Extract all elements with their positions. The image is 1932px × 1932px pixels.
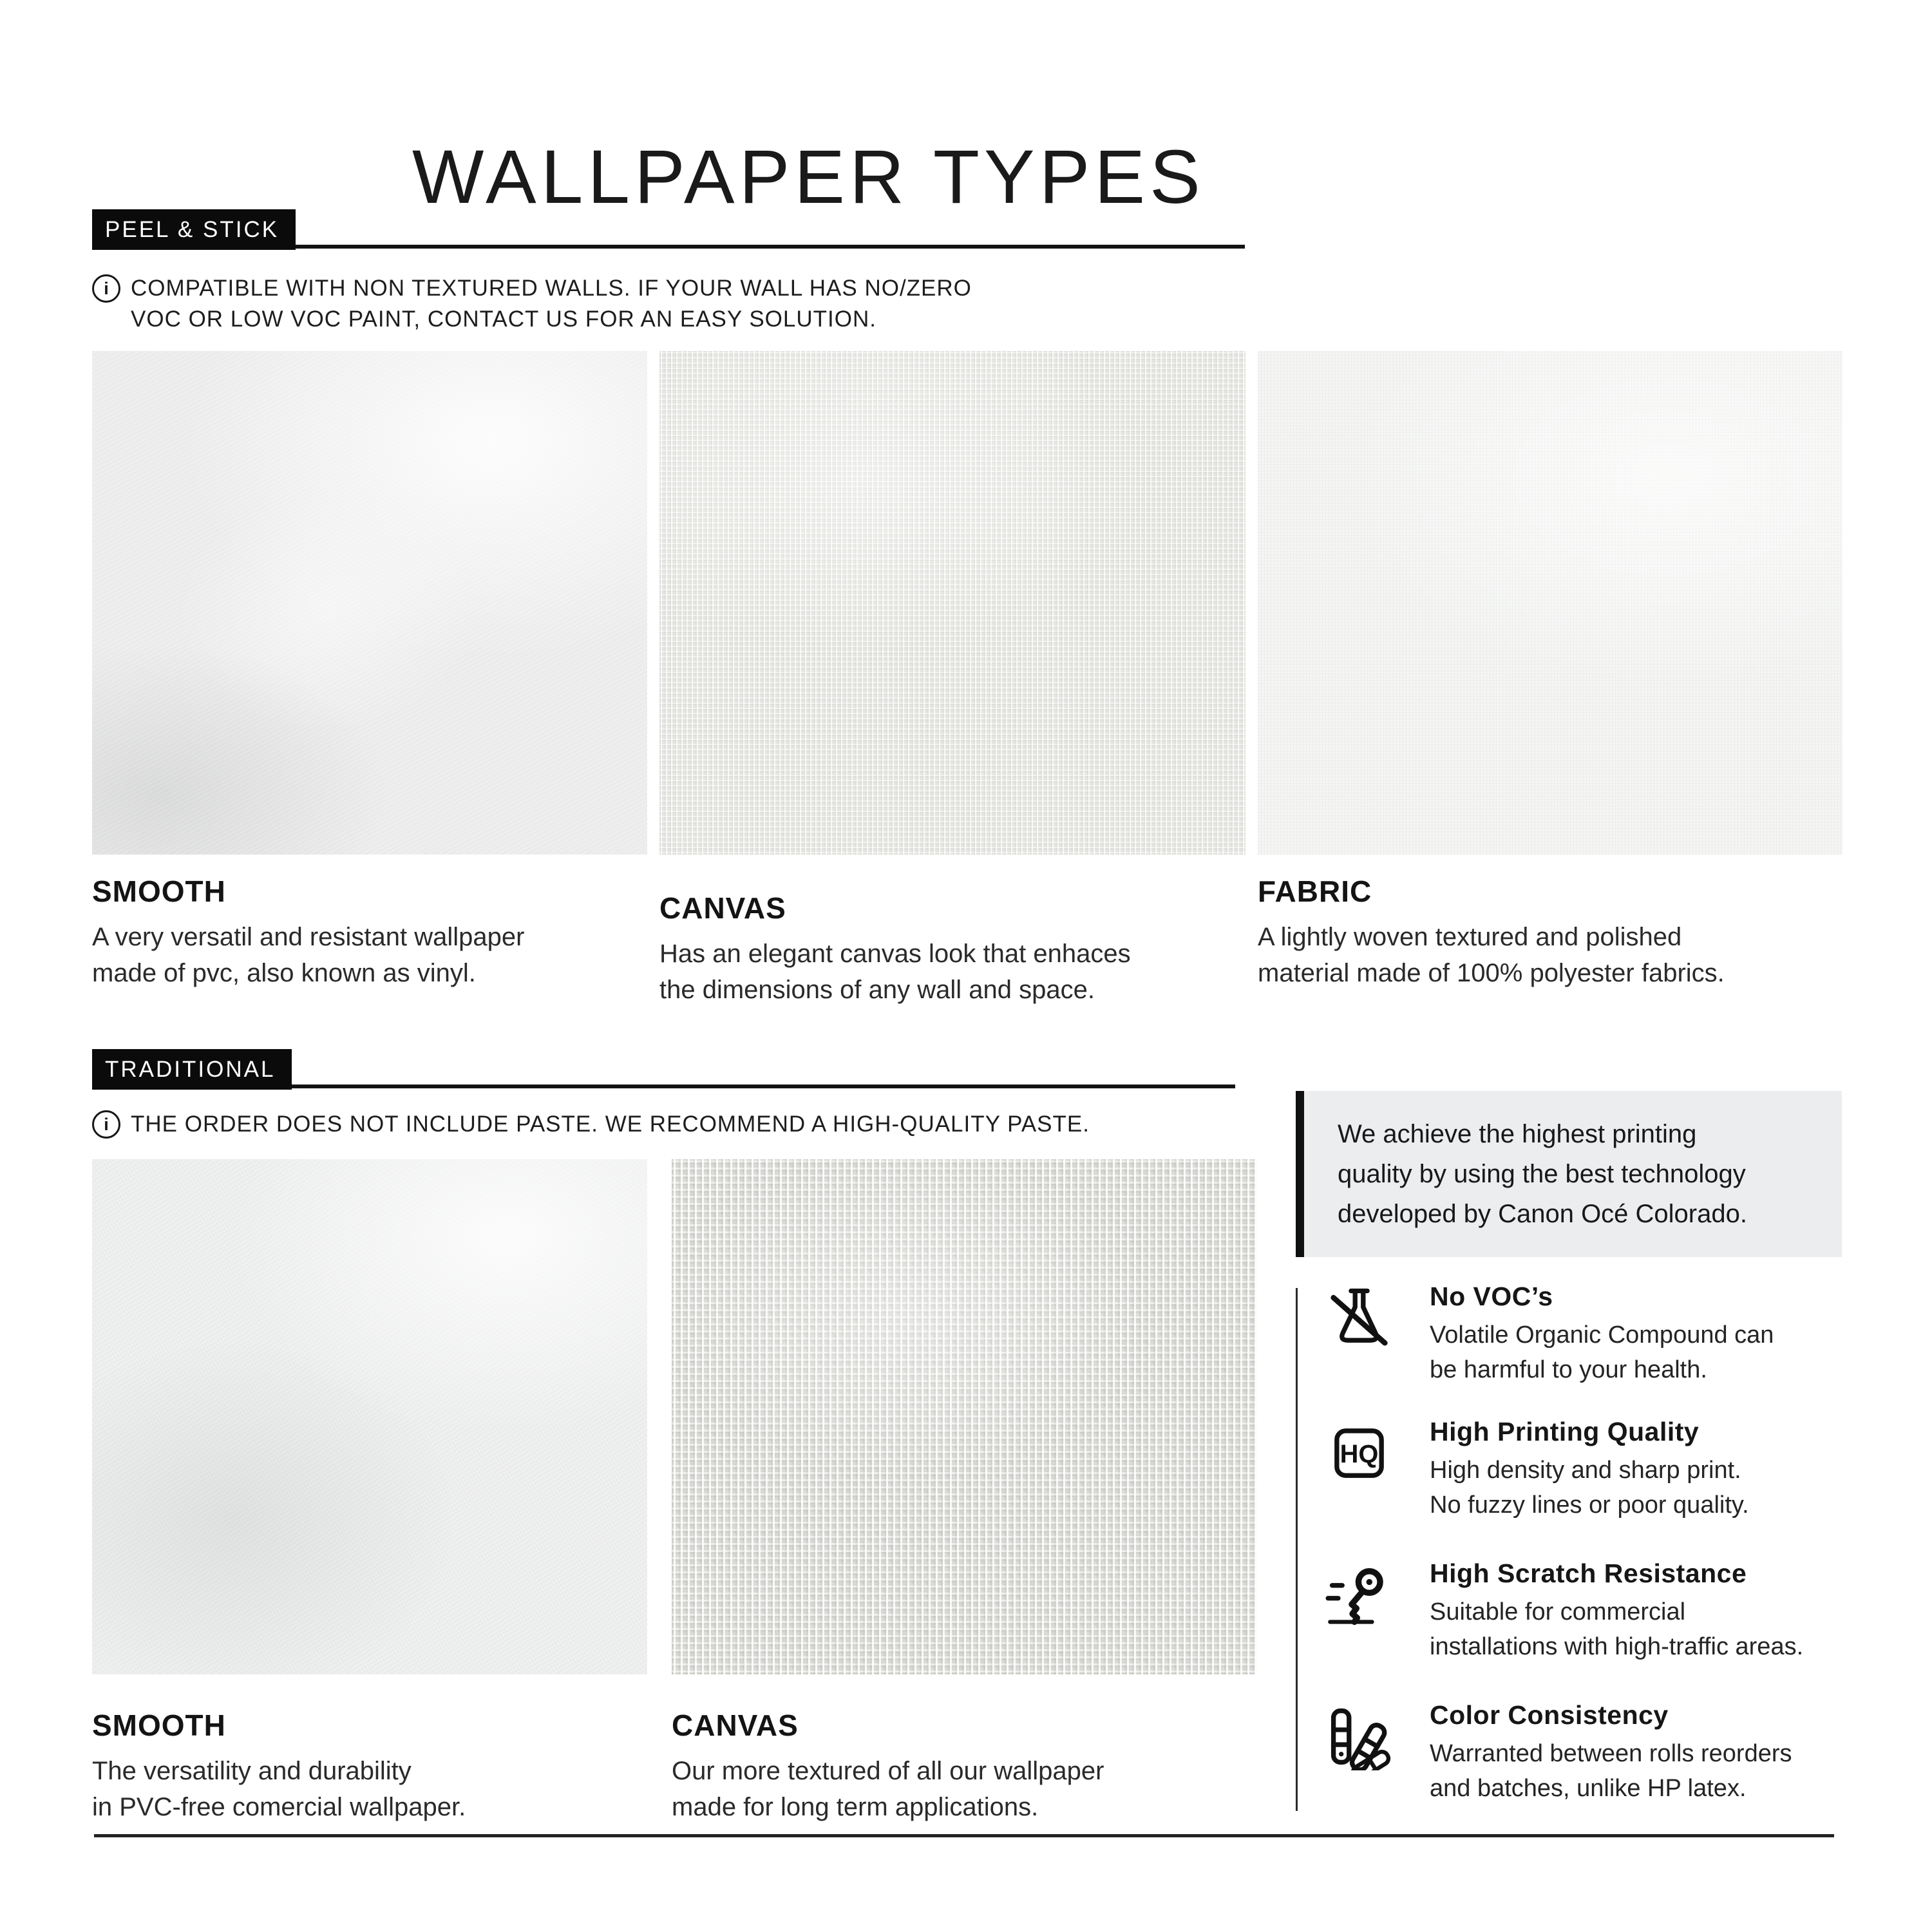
features-list <box>1325 1279 1918 1833</box>
section-header-traditional <box>92 1048 1235 1088</box>
printing-quality-callout <box>1296 1091 1842 1257</box>
no-voc-flask-icon <box>1325 1284 1396 1355</box>
feature-title: Color Consistency <box>1430 1700 1669 1730</box>
feature-high-scratch-resistance <box>1325 1558 1803 1665</box>
info-icon: i <box>92 274 120 303</box>
feature-title: High Scratch Resistance <box>1430 1558 1747 1588</box>
swatch-card-canvas-traditional <box>672 1159 1256 1825</box>
info-icon: i <box>92 1110 120 1139</box>
page-title: WALLPAPER TYPES <box>412 135 1205 220</box>
swatch-card-smooth <box>92 351 647 1008</box>
desc-line: be harmful to your health. <box>1430 1356 1707 1383</box>
desc-line: High density and sharp print. <box>1430 1457 1741 1484</box>
hq-badge-icon <box>1325 1419 1396 1490</box>
peel-stick-note <box>92 273 1058 336</box>
swatch-card-fabric <box>1258 351 1842 1008</box>
feature-title: High Printing Quality <box>1430 1417 1700 1446</box>
swatch-name: SMOOTH <box>92 1709 226 1742</box>
desc-line: No fuzzy lines or poor quality. <box>1430 1491 1749 1519</box>
peel-stick-swatch-row <box>92 351 1842 1008</box>
key-scratch-icon <box>1325 1561 1396 1632</box>
swatch-description <box>1258 919 1842 991</box>
swatch-name: SMOOTH <box>92 875 226 908</box>
swatch-name: FABRIC <box>1258 875 1372 908</box>
swatch-card-canvas <box>659 351 1245 1008</box>
traditional-note <box>92 1109 1290 1140</box>
bottom-divider-rule <box>94 1834 1834 1837</box>
feature-description <box>1430 1318 1774 1388</box>
desc-line: Has an elegant canvas look that enhaces <box>659 940 1131 968</box>
desc-line: the dimensions of any wall and space. <box>659 976 1095 1004</box>
swatch-name: CANVAS <box>672 1709 799 1742</box>
feature-body <box>1430 1417 1749 1523</box>
desc-line: in PVC-free comercial wallpaper. <box>92 1793 466 1821</box>
swatch-description <box>672 1753 1256 1825</box>
desc-line: made for long term applications. <box>672 1793 1039 1821</box>
section-label-traditional: TRADITIONAL <box>92 1049 292 1090</box>
feature-description <box>1430 1737 1792 1806</box>
note-line: COMPATIBLE WITH NON TEXTURED WALLS. IF YOUR WALL HAS NO/ZERO <box>131 276 972 301</box>
callout-line: developed by Canon Océ Colorado. <box>1338 1200 1747 1228</box>
swatch-card-smooth-traditional <box>92 1159 647 1825</box>
callout-text <box>1338 1114 1747 1234</box>
feature-color-consistency <box>1325 1700 1792 1806</box>
feature-high-printing-quality <box>1325 1417 1749 1523</box>
peel-stick-note-text <box>131 273 972 336</box>
callout-line: We achieve the highest printing <box>1338 1120 1697 1148</box>
desc-line: The versatility and durability <box>92 1757 412 1785</box>
desc-line: and batches, unlike HP latex. <box>1430 1774 1747 1802</box>
hq-badge-text: HQ <box>1340 1440 1379 1469</box>
desc-line: Our more textured of all our wallpaper <box>672 1757 1104 1785</box>
swatch-name: CANVAS <box>659 891 786 925</box>
feature-title: No VOC’s <box>1430 1282 1553 1311</box>
swatch-image-smooth-traditional <box>92 1159 647 1674</box>
feature-description <box>1430 1454 1749 1523</box>
swatch-image-canvas-traditional <box>672 1159 1256 1674</box>
feature-description <box>1430 1595 1803 1665</box>
swatch-image-fabric <box>1258 351 1842 855</box>
swatch-image-canvas <box>659 351 1245 855</box>
feature-no-voc <box>1325 1282 1774 1388</box>
desc-line: A lightly woven textured and polished <box>1258 923 1682 951</box>
desc-line: A very versatil and resistant wallpaper <box>92 923 525 951</box>
traditional-swatch-row <box>92 1159 1256 1825</box>
desc-line: installations with high-traffic areas. <box>1430 1633 1804 1660</box>
desc-line: made of pvc, also known as vinyl. <box>92 959 476 987</box>
swatch-image-smooth <box>92 351 647 855</box>
desc-line: Suitable for commercial <box>1430 1598 1686 1625</box>
traditional-note-text: THE ORDER DOES NOT INCLUDE PASTE. WE RECOMMEND A HIGH-QUALITY PASTE. <box>131 1112 1090 1137</box>
swatch-description <box>659 936 1245 1008</box>
desc-line: material made of 100% polyester fabrics. <box>1258 959 1725 987</box>
swatch-description <box>92 1753 647 1825</box>
feature-body <box>1430 1558 1803 1665</box>
color-swatches-icon <box>1325 1703 1396 1774</box>
feature-body <box>1430 1282 1774 1388</box>
section-label-peel-stick: PEEL & STICK <box>92 209 296 250</box>
note-line: VOC OR LOW VOC PAINT, CONTACT US FOR AN EASY SOLUTION. <box>131 307 876 332</box>
swatch-description <box>92 919 647 991</box>
callout-line: quality by using the best technology <box>1338 1160 1746 1188</box>
desc-line: Volatile Organic Compound can <box>1430 1321 1774 1349</box>
feature-body <box>1430 1700 1792 1806</box>
section-header-peel-stick <box>92 209 1245 249</box>
features-divider-rule <box>1296 1288 1298 1811</box>
desc-line: Warranted between rolls reorders <box>1430 1740 1792 1767</box>
